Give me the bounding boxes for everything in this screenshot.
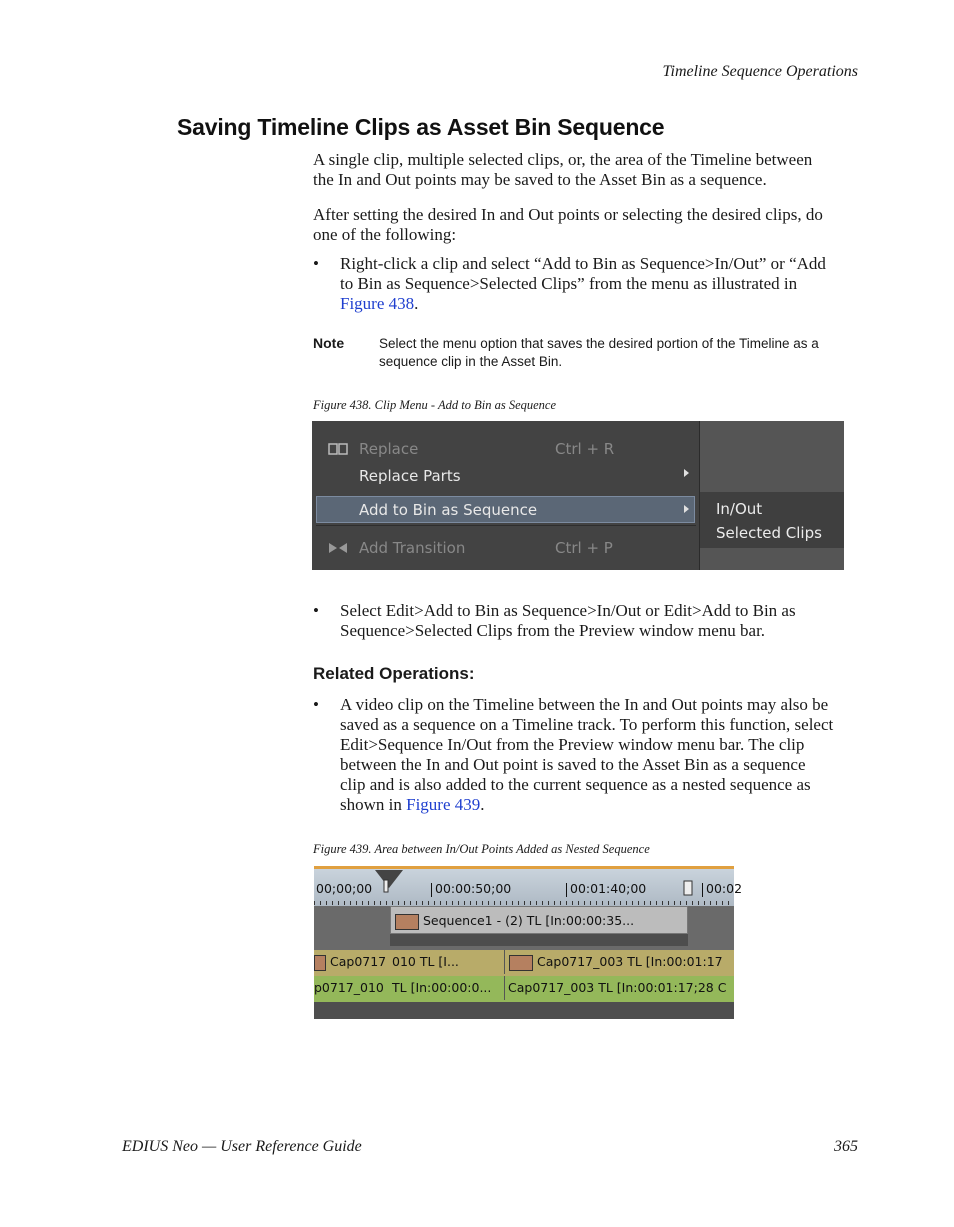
playhead-icon[interactable]: [374, 866, 404, 896]
page-number: 365: [834, 1138, 858, 1155]
clip-context-menu-figure: [312, 421, 844, 570]
timecode-2m: 00:02: [706, 881, 743, 896]
ruler-tick: [702, 883, 703, 897]
bullet-dot: •: [313, 254, 319, 273]
note-line-1: Select the menu option that saves the desired portion of the Timeline as a: [379, 336, 819, 351]
sequence-clip-label: Sequence1 - (2) TL [In:00:00:35...: [423, 913, 635, 928]
clip-thumbnail: [395, 914, 419, 930]
bullet1-line-1: Right-click a clip and select “Add to Bin as Sequence>In/Out” or “Add: [340, 254, 826, 273]
transition-icon: [328, 542, 348, 554]
video-clip-a-right-label: 010 TL [I...: [392, 954, 459, 969]
out-point-icon[interactable]: [682, 880, 694, 896]
clip-thumbnail: [509, 955, 533, 971]
bullet3-last-prefix: shown in: [340, 795, 407, 814]
timecode-start: 00;00;00: [316, 881, 373, 896]
figure-438-link[interactable]: Figure 438: [340, 294, 415, 313]
bullet-sequence-in-out: [313, 695, 859, 817]
section-title: Saving Timeline Clips as Asset Bin Sequence: [177, 114, 665, 140]
audio-clip-a-right-label: TL [In:00:00:0...: [392, 980, 492, 995]
submenu-item-selected-clips[interactable]: Selected Clips: [716, 524, 822, 542]
bullet3-line-5: clip and is also added to the current sequence as a nested sequence as: [340, 775, 811, 794]
timeline-figure: [314, 866, 743, 1019]
audio-track: [314, 976, 734, 1002]
bullet1-line-2: to Bin as Sequence>Selected Clips” from the menu as illustrated in: [340, 274, 798, 293]
intro-line-1: A single clip, multiple selected clips, or, the area of the Timeline between: [313, 150, 813, 169]
related-operations-heading: Related Operations:: [313, 664, 475, 683]
sequence-track: [314, 906, 734, 950]
audio-clip-b[interactable]: [506, 976, 736, 1000]
ruler-tick: [566, 883, 567, 897]
note-line-2: sequence clip in the Asset Bin.: [379, 354, 563, 369]
timecode-50s: 00:00:50;00: [435, 881, 512, 896]
bullet3-line-4: between the In and Out point is saved to the Asset Bin as a sequence: [340, 755, 806, 774]
clip-thumbnail: [314, 955, 326, 971]
video-clip-b-label: Cap0717_003 TL [In:00:01:17: [537, 954, 723, 969]
audio-clip-b-label: Cap0717_003 TL [In:00:01:17;28 C: [508, 980, 727, 995]
empty-track: [314, 1002, 734, 1019]
clip-menu-pane: [312, 421, 700, 570]
video-track: [314, 950, 734, 976]
menu-item-replace[interactable]: Replace: [359, 440, 419, 458]
bullet2-line-2: Sequence>Selected Clips from the Preview window menu bar.: [340, 621, 766, 640]
figure-439-link[interactable]: Figure 439: [406, 795, 481, 814]
bullet3-line-1: A video clip on the Timeline between the In and Out points may also be: [340, 695, 829, 714]
submenu-item-in-out[interactable]: In/Out: [716, 500, 763, 518]
bullet-dot: •: [313, 601, 319, 620]
video-clip-a[interactable]: [314, 950, 505, 974]
bullet3-end: .: [480, 795, 485, 814]
bullet-right-click: [313, 254, 859, 316]
figure-439-caption: Figure 439. Area between In/Out Points Added as Nested Sequence: [313, 842, 650, 856]
menu-separator: [316, 525, 696, 526]
running-head: Timeline Sequence Operations: [662, 63, 858, 80]
menu-item-add-to-bin-as-sequence[interactable]: Add to Bin as Sequence: [359, 501, 538, 519]
ruler-minor-ticks: [314, 901, 734, 905]
video-clip-a-label: Cap0717: [330, 954, 387, 969]
timecode-1m40s: 00:01:40;00: [570, 881, 647, 896]
video-clip-b[interactable]: [506, 950, 737, 974]
submenu-arrow-icon: [684, 505, 689, 513]
replace-shortcut: Ctrl + R: [555, 440, 615, 458]
bullet1-end: .: [414, 294, 419, 313]
figure-438-caption: Figure 438. Clip Menu - Add to Bin as Sequence: [313, 398, 557, 412]
add-transition-shortcut: Ctrl + P: [555, 539, 613, 557]
steps-line-2: one of the following:: [313, 225, 457, 244]
intro-line-2: the In and Out points may be saved to the Asset Bin as a sequence.: [313, 170, 767, 189]
note-label: Note: [313, 335, 345, 351]
footer-guide-title: EDIUS Neo — User Reference Guide: [122, 1138, 362, 1155]
menu-item-replace-parts[interactable]: Replace Parts: [359, 467, 461, 485]
sequence-submenu: [700, 492, 844, 548]
note-text: [379, 335, 849, 371]
sequence-clip-lower: [390, 934, 688, 946]
steps-line-1: After setting the desired In and Out points or selecting the desired clips, do: [313, 205, 823, 224]
steps-paragraph: [313, 205, 859, 245]
bullet-edit-menu: [313, 601, 859, 643]
replace-icon: [328, 443, 348, 455]
bullet2-line-1: Select Edit>Add to Bin as Sequence>In/Out or Edit>Add to Bin as: [340, 601, 796, 620]
bullet-dot: •: [313, 695, 319, 714]
sequence-clip[interactable]: [390, 906, 688, 934]
audio-clip-a[interactable]: [314, 976, 505, 1000]
menu-item-add-transition[interactable]: Add Transition: [359, 539, 466, 557]
bullet3-line-3: Edit>Sequence In/Out from the Preview window menu bar. The clip: [340, 735, 805, 754]
audio-clip-a-label: p0717_010: [314, 980, 384, 995]
intro-paragraph: [313, 150, 859, 190]
ruler-tick: [431, 883, 432, 897]
replace-parts-arrow-icon: [684, 469, 689, 477]
bullet3-line-2: saved as a sequence on a Timeline track. To perform this function, select: [340, 715, 834, 734]
